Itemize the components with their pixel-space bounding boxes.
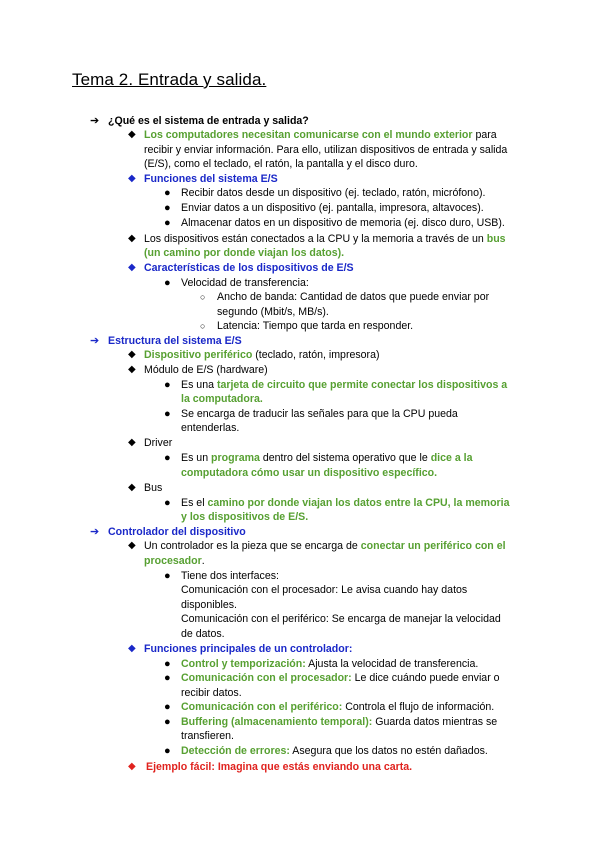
- list-item: Control y temporización: Ajusta la velocidad de transferencia.: [181, 658, 479, 670]
- list-item-line-1: Tiene dos interfaces:: [181, 570, 279, 582]
- list-item: Módulo de E/S (hardware): [144, 364, 268, 376]
- list-item: Comunicación con el periférico: Controla el flujo de información.: [181, 701, 495, 713]
- list-item-line-1: Es una tarjeta de circuito que permite conectar los dispositivos a: [181, 379, 508, 391]
- dot-bullet-icon: ●: [164, 658, 171, 670]
- diamond-bullet-icon: ◆: [128, 233, 136, 244]
- paragraph-1-line-1: Los computadores necesitan comunicarse con el mundo exterior para: [144, 129, 497, 141]
- list-item: Almacenar datos en un dispositivo de memoria (ej. disco duro, USB).: [181, 217, 505, 229]
- subheading-funciones: Funciones del sistema E/S: [144, 173, 278, 185]
- list-item-line-2: entenderlas.: [181, 422, 240, 434]
- dot-bullet-icon: ●: [164, 379, 171, 391]
- dot-bullet-icon: ●: [164, 217, 171, 229]
- diamond-bullet-icon: ◆: [128, 540, 136, 551]
- page-title: Tema 2. Entrada y salida.: [72, 70, 267, 89]
- list-item-line-4: Comunicación con el periférico: Se encarga de manejar la velocidad: [181, 613, 501, 625]
- dot-bullet-icon: ●: [164, 716, 171, 728]
- list-item-line-5: de datos.: [181, 628, 225, 640]
- dot-bullet-icon: ●: [164, 570, 171, 582]
- list-item-line-1: Se encarga de traducir las señales para que la CPU pueda: [181, 408, 458, 420]
- paragraph-1-line-3: (E/S), como el teclado, el ratón, la pantalla y el disco duro.: [144, 158, 418, 170]
- diamond-bullet-icon: ◆: [128, 262, 136, 273]
- list-item-line-2: segundo (Mbit/s, MB/s).: [217, 306, 329, 318]
- list-item: Velocidad de transferencia:: [181, 277, 309, 289]
- diamond-bullet-icon: ◆: [128, 349, 136, 360]
- list-item: Latencia: Tiempo que tarda en responder.: [217, 320, 414, 332]
- paragraph-2-line-1: Los dispositivos están conectados a la CPU y la memoria a través de un bus: [144, 233, 506, 245]
- example-note: Ejemplo fácil: Imagina que estás enviando una carta.: [146, 761, 413, 773]
- dot-bullet-icon: ●: [164, 701, 171, 713]
- dot-bullet-icon: ●: [164, 408, 171, 420]
- diamond-bullet-icon: ◆: [128, 437, 136, 448]
- section-heading-2: Estructura del sistema E/S: [108, 335, 242, 347]
- list-item: Dispositivo periférico (teclado, ratón, impresora): [144, 349, 380, 361]
- diamond-bullet-icon: ◆: [128, 173, 136, 184]
- subheading-funciones-controlador: Funciones principales de un controlador:: [144, 643, 353, 655]
- subheading-caracteristicas: Características de los dispositivos de E/S: [144, 262, 354, 274]
- list-item-line-1: Es un programa dentro del sistema operativo que le dice a la: [181, 452, 473, 464]
- diamond-bullet-icon: ◆: [128, 129, 136, 140]
- list-item-line-1: Buffering (almacenamiento temporal): Guarda datos mientras se: [181, 716, 498, 728]
- list-item: Bus: [144, 482, 163, 494]
- dot-bullet-icon: ●: [164, 452, 171, 464]
- diamond-bullet-icon: ◆: [128, 364, 136, 375]
- arrow-icon: ➔: [90, 526, 100, 538]
- paragraph-3-line-1: Un controlador es la pieza que se encarga de conectar un periférico con el: [144, 540, 506, 552]
- circle-bullet-icon: ○: [200, 292, 206, 302]
- list-item-line-1: Es el camino por donde viajan los datos entre la CPU, la memoria: [181, 497, 510, 509]
- list-item-line-1: Comunicación con el procesador: Le dice cuándo puede enviar o: [181, 672, 500, 684]
- list-item-line-2: recibir datos.: [181, 687, 242, 699]
- arrow-icon: ➔: [90, 335, 100, 347]
- section-heading-3: Controlador del dispositivo: [108, 526, 246, 538]
- list-item-line-2: computadora cómo usar un dispositivo específico.: [181, 467, 438, 479]
- dot-bullet-icon: ●: [164, 745, 171, 757]
- dot-bullet-icon: ●: [164, 187, 171, 199]
- list-item-line-2: transfieren.: [181, 730, 234, 742]
- section-heading-1: ¿Qué es el sistema de entrada y salida?: [108, 115, 309, 127]
- list-item: Driver: [144, 437, 173, 449]
- list-item: Detección de errores: Asegura que los datos no estén dañados.: [181, 745, 488, 757]
- circle-bullet-icon: ○: [200, 321, 206, 331]
- diamond-bullet-icon: ◆: [128, 482, 136, 493]
- dot-bullet-icon: ●: [164, 277, 171, 289]
- list-item-line-2: y los dispositivos de E/S.: [181, 511, 309, 523]
- arrow-icon: ➔: [90, 115, 100, 127]
- list-item-line-3: disponibles.: [181, 599, 237, 611]
- dot-bullet-icon: ●: [164, 672, 171, 684]
- list-item: Recibir datos desde un dispositivo (ej. teclado, ratón, micrófono).: [181, 187, 486, 199]
- dot-bullet-icon: ●: [164, 202, 171, 214]
- list-item-line-2: la computadora.: [181, 393, 263, 405]
- dot-bullet-icon: ●: [164, 497, 171, 509]
- paragraph-2-line-2: (un camino por donde viajan los datos).: [144, 247, 345, 259]
- paragraph-1-line-2: recibir y enviar información. Para ello, utilizan dispositivos de entrada y salida: [144, 144, 508, 156]
- paragraph-3-line-2: procesador.: [144, 555, 205, 567]
- diamond-bullet-icon: ◆: [128, 761, 136, 772]
- diamond-bullet-icon: ◆: [128, 643, 136, 654]
- list-item-line-2: Comunicación con el procesador: Le avisa cuando hay datos: [181, 584, 468, 596]
- list-item: Enviar datos a un dispositivo (ej. pantalla, impresora, altavoces).: [181, 202, 484, 214]
- list-item-line-1: Ancho de banda: Cantidad de datos que puede enviar por: [217, 291, 490, 303]
